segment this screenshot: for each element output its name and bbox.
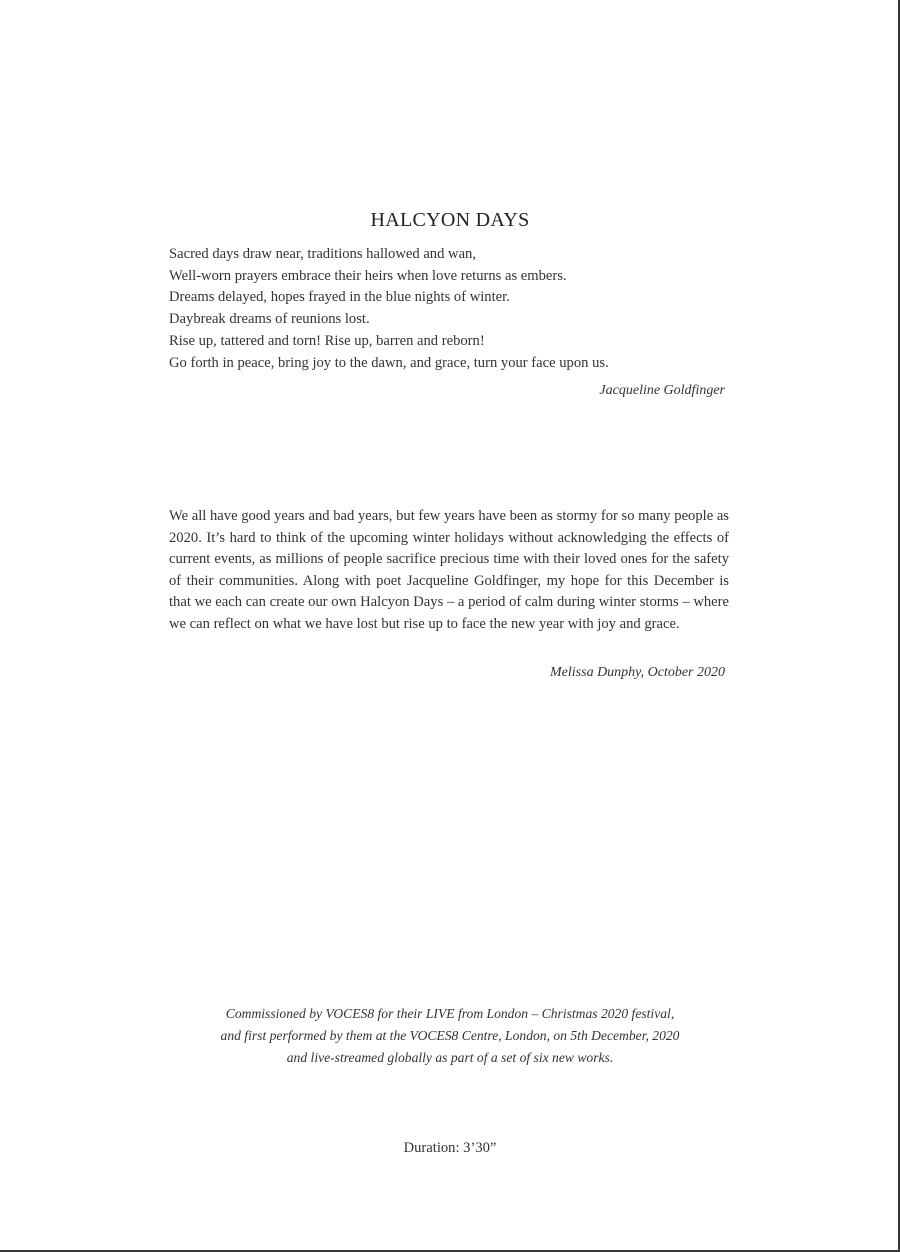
- composer-note: We all have good years and bad years, but few years have been as stormy for so many people as 2020. It’s hard to think of the upcoming winter holidays without acknowledging the effects of current events, as millions of people sacrifice precious time with their loved ones for the safety of their communities. Along with poet Jacqueline Goldfinger, my hope for this December is that we each can create our own Halcyon Days – a period of calm during winter storms – where we can reflect on what we have lost but rise up to face the new year with joy and grace.: [169, 508, 729, 632]
- duration: Duration: 3’30”: [403, 1140, 497, 1156]
- note-author: Melissa Dunphy, October 2020: [550, 665, 725, 680]
- poem-text: [169, 244, 749, 374]
- poem-line: Daybreak dreams of reunions lost.: [169, 311, 370, 328]
- commission-note: [0, 1003, 900, 1069]
- poem-line: Go forth in peace, bring joy to the dawn, and grace, turn your face upon us.: [169, 354, 609, 371]
- commission-line: Commissioned by VOCES8 for their LIVE from London – Christmas 2020 festival,: [225, 1006, 675, 1021]
- poem-line: Rise up, tattered and torn! Rise up, barren and reborn!: [169, 332, 485, 349]
- poem-line: Well-worn prayers embrace their heirs when love returns as embers.: [169, 267, 567, 284]
- poem-line: Sacred days draw near, traditions hallowed and wan,: [169, 246, 476, 262]
- commission-line: and live-streamed globally as part of a set of six new works.: [286, 1050, 614, 1065]
- poem-author: Jacqueline Goldfinger: [599, 383, 725, 398]
- poem-title: HALCYON DAYS: [370, 209, 530, 231]
- poem-line: Dreams delayed, hopes frayed in the blue nights of winter.: [169, 289, 510, 306]
- commission-line: and first performed by them at the VOCES8 Centre, London, on 5th December, 2020: [220, 1028, 680, 1043]
